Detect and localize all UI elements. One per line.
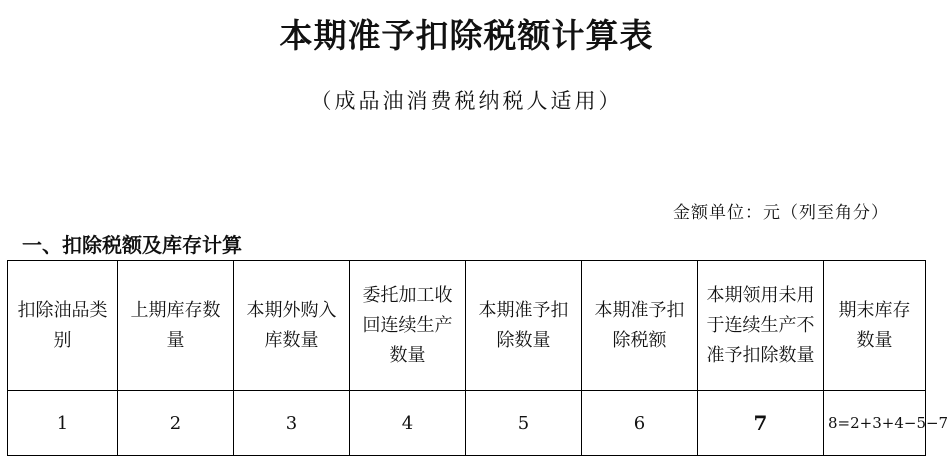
header-oil-category: 扣除油品类别 <box>8 261 118 391</box>
column-number-cell: 6 <box>582 391 698 456</box>
column-number-cell: 4 <box>350 391 466 456</box>
column-number-cell: 5 <box>466 391 582 456</box>
column-number-row <box>8 391 926 456</box>
header-prior-inventory: 上期库存数量 <box>118 261 234 391</box>
section-heading: 一、扣除税额及库存计算 <box>22 233 242 257</box>
header-entrusted-processing: 委托加工收回连续生产数量 <box>350 261 466 391</box>
column-number-cell: 7 <box>698 391 824 456</box>
page-subtitle: （成品油消费税纳税人适用） <box>310 89 623 113</box>
column-formula-cell: 8=2+3+4−5−7 <box>824 391 926 456</box>
column-number-cell: 2 <box>118 391 234 456</box>
header-ending-inventory: 期末库存数量 <box>824 261 926 391</box>
table-header-row <box>8 261 926 391</box>
deduction-calculation-table <box>7 260 948 456</box>
amount-unit-note: 金额单位：元（列至角分） <box>673 203 889 223</box>
header-non-deductible-quantity: 本期领用未用于连续生产不准予扣除数量 <box>698 261 824 391</box>
header-purchased-inbound: 本期外购入库数量 <box>234 261 350 391</box>
column-number-cell: 3 <box>234 391 350 456</box>
header-deductible-tax: 本期准予扣除税额 <box>582 261 698 391</box>
page-title: 本期准予扣除税额计算表 <box>279 16 654 55</box>
column-number-cell: 1 <box>8 391 118 456</box>
header-deductible-quantity: 本期准予扣除数量 <box>466 261 582 391</box>
